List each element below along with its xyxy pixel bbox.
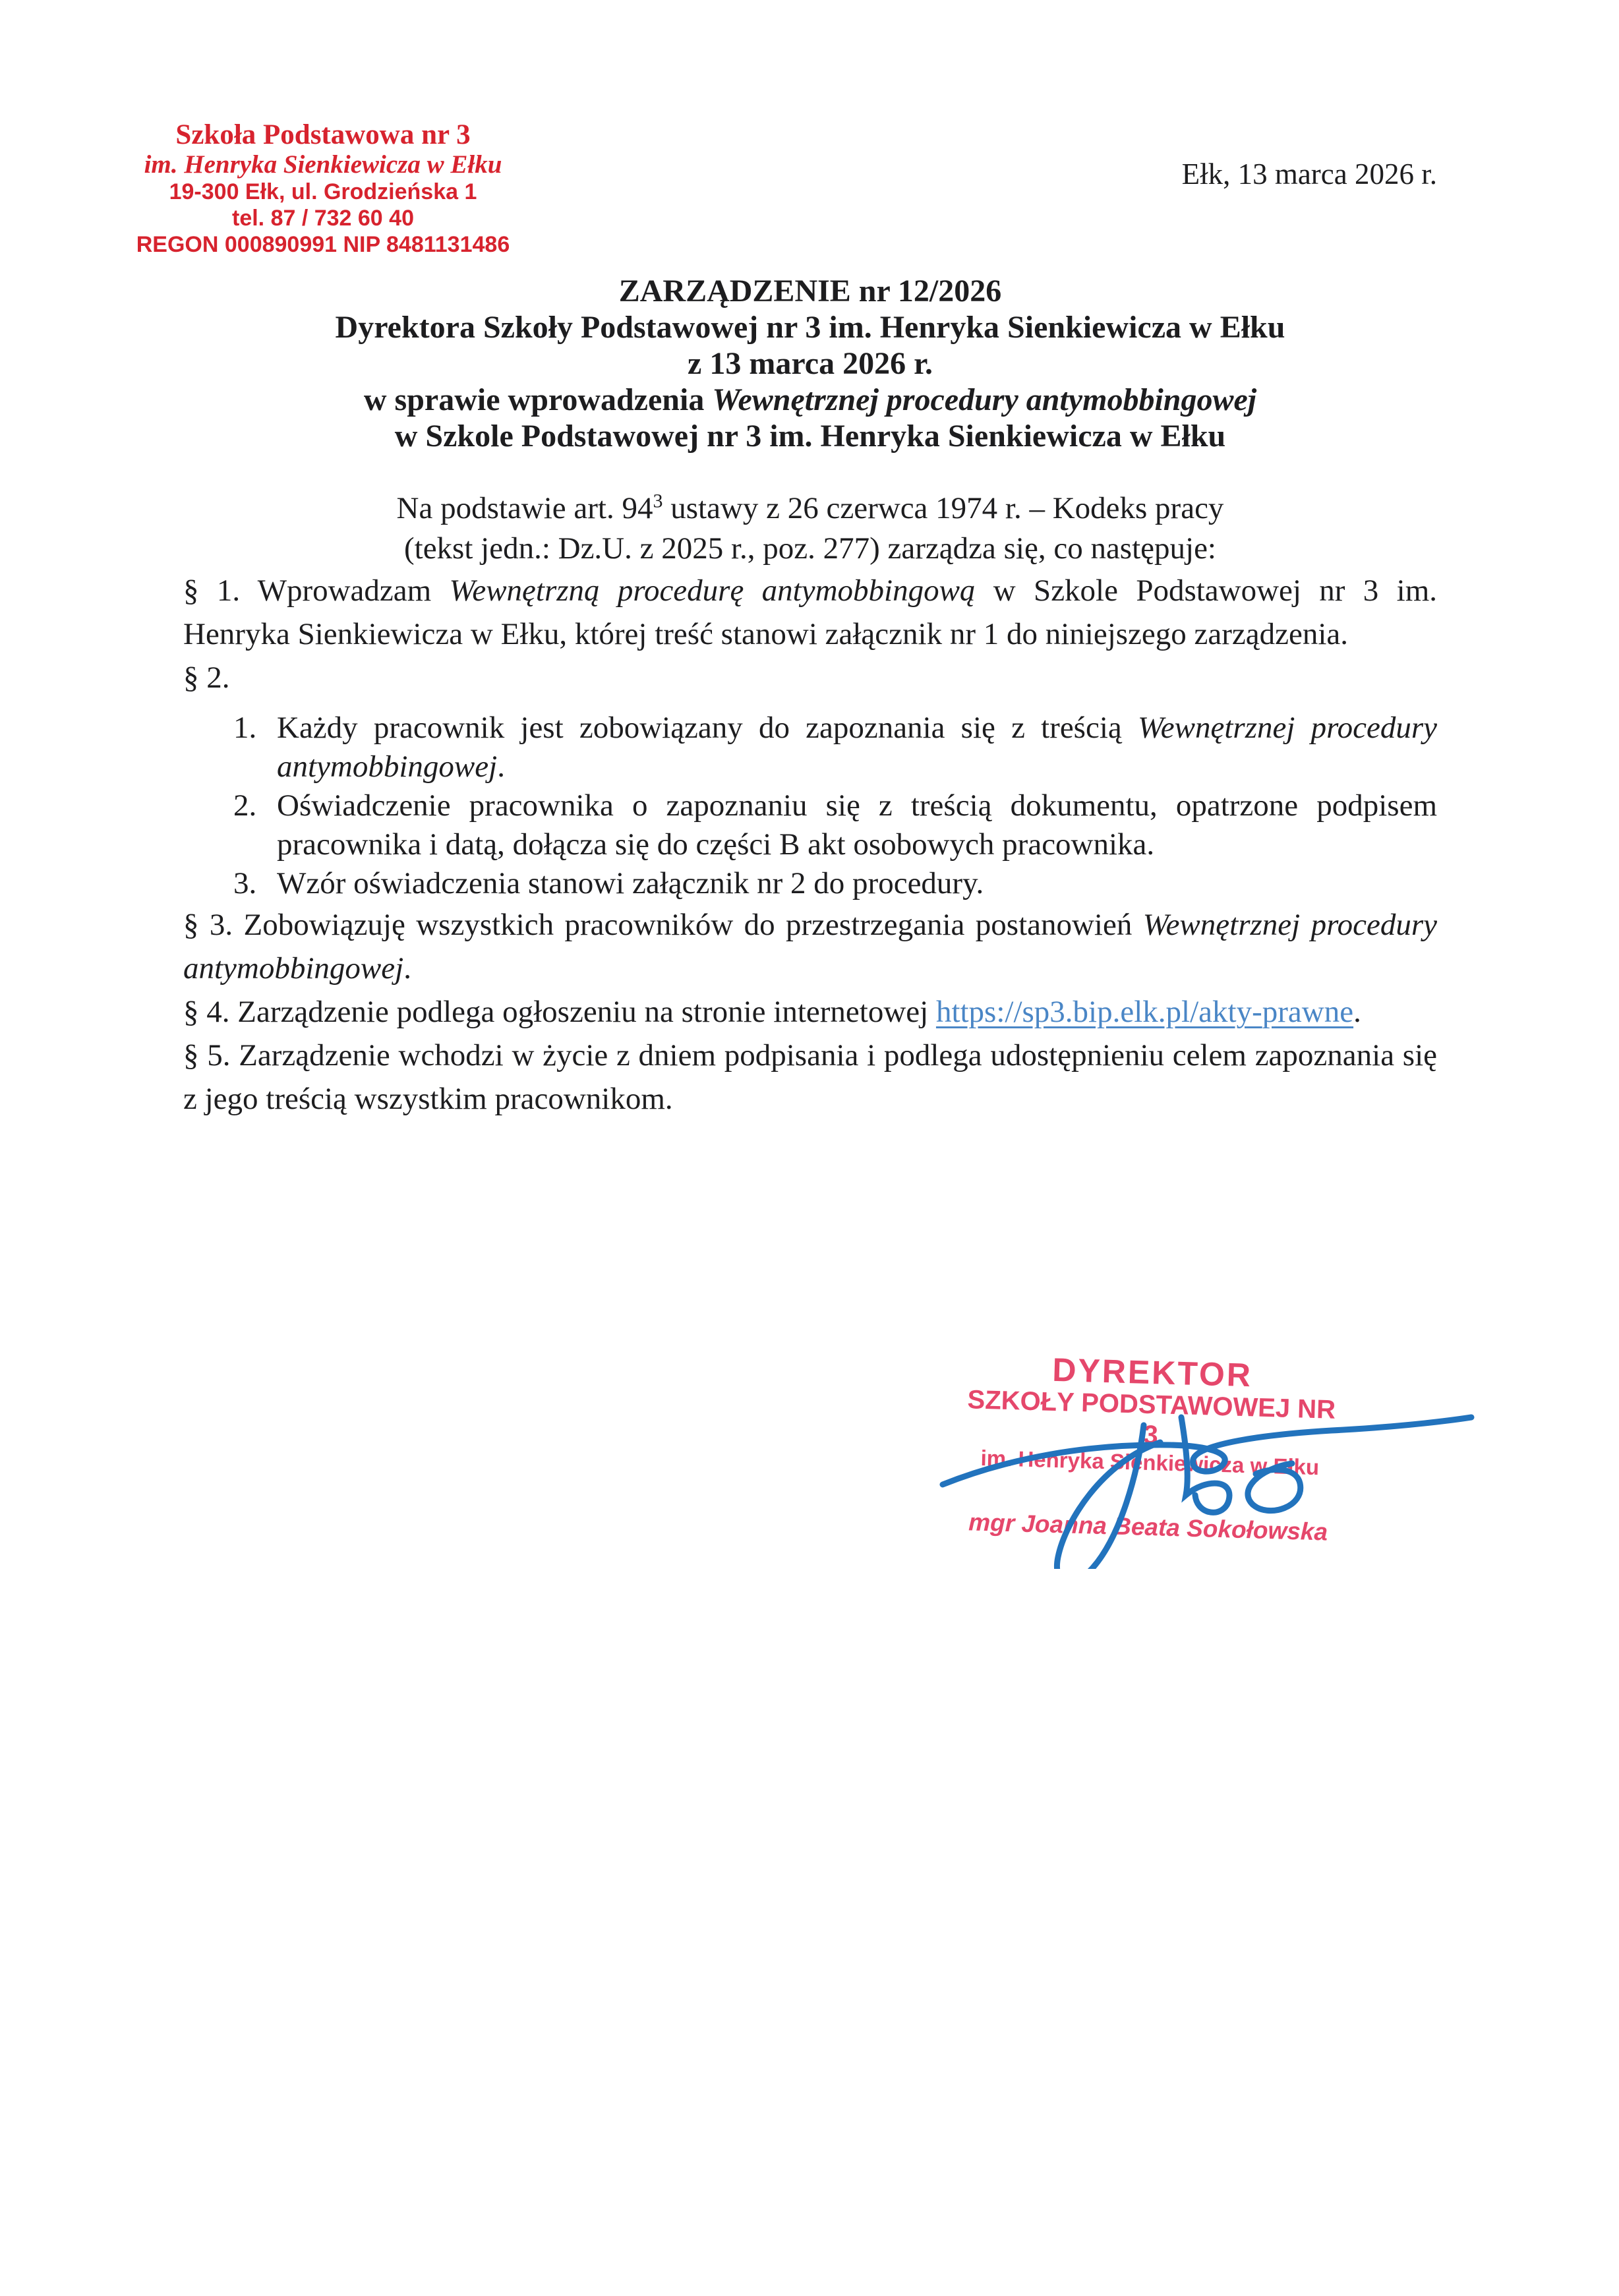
list-item [233,786,1437,864]
director-stamp-role: DYREKTOR [1051,1351,1253,1394]
section-3: § 3. Zobowiązuję wszystkich pracowników do przestrzegania postanowień Wewnętrznej procedury antymobbingowej. [183,908,1437,986]
section-4: § 4. Zarządzenie podlega ogłoszeniu na stronie internetowej https://sp3.bip.elk.pl/akty-prawne. [183,995,1361,1029]
list-item-text: Oświadczenie pracownika o zapoznaniu się z treścią dokumentu, opatrzone podpisem pracownika i datą, dołącza się do części B akt osobowych pracownika. [277,788,1437,862]
list-item [233,709,1437,786]
legal-basis-line1: Na podstawie art. $94^3$ ustawy z 26 czerwca 1974 r. – Kodeks pracy [396,490,1224,525]
section-2-heading: § 2. [183,661,230,695]
list-item-text: Wzór oświadczenia stanowi załącznik nr 2 do procedury. [277,866,984,900]
title-number-line: ZARZĄDZENIE nr 12/2026 [618,274,1002,309]
superscript-3: 3 [653,490,663,512]
school-address: 19-300 Ełk, ul. Grodzieńska 1 [169,179,477,204]
handwritten-signature [923,1384,1490,1569]
list-item-number: 3. [233,866,257,900]
bip-acts-link[interactable]: https://sp3.bip.elk.pl/akty-prawne [935,995,1354,1029]
section-1: § 1. Wprowadzam Wewnętrzną procedurę antymobbingową w Szkole Podstawowej nr 3 im. Henryka Sienkiewicza w Ełku, której treść stanowi załącznik nr 1 do niniejszego zarządzenia. [183,574,1438,651]
school-phone: tel. 87 / 732 60 40 [232,206,414,231]
date-line: Ełk, 13 marca 2026 r. [1181,158,1437,191]
director-stamp-school: SZKOŁY PODSTAWOWEJ NR 3 [967,1385,1336,1450]
school-letterhead-stamp [112,120,534,258]
list-item-number: 2. [233,788,257,823]
title-date-line: z 13 marca 2026 r. [688,346,933,381]
director-stamp-name: mgr Joanna Beata Sokołowska [968,1508,1328,1546]
school-name: Szkoła Podstawowa nr 3 [175,119,471,150]
legal-basis-line2: (tekst jedn.: Dz.U. z 2025 r., poz. 277) zarządza się, co następuje: [403,531,1216,566]
section-5: § 5. Zarządzenie wchodzi w życie z dniem podpisania i podlega udostępnieniu celem zapoznania się z jego treścią wszystkim pracownikom. [183,1038,1437,1116]
legal-basis [183,488,1437,569]
title-school-line: w Szkole Podstawowej nr 3 im. Henryka Sienkiewicza w Ełku [394,419,1226,454]
list-item [233,864,1437,903]
section-2-list [183,709,1437,903]
school-regon-nip: REGON 000890991 NIP 8481131486 [136,232,510,257]
title-subject-line: w sprawie wprowadzenia Wewnętrznej procedury antymobbingowej [363,382,1257,417]
document-title [183,273,1437,454]
list-item-number: 1. [233,711,257,745]
document-body [183,273,1437,1121]
school-patron: im. Henryka Sienkiewicza w Ełku [144,150,502,179]
title-issuer-line: Dyrektora Szkoły Podstawowej nr 3 im. Henryka Sienkiewicza w Ełku [335,310,1285,345]
list-item-text: Każdy pracownik jest zobowiązany do zapoznania się z treścią Wewnętrznej procedury antymobbingowej. [277,711,1438,784]
director-stamp-patron: im. Henryka Sienkiewicza w Ełku [980,1445,1320,1480]
